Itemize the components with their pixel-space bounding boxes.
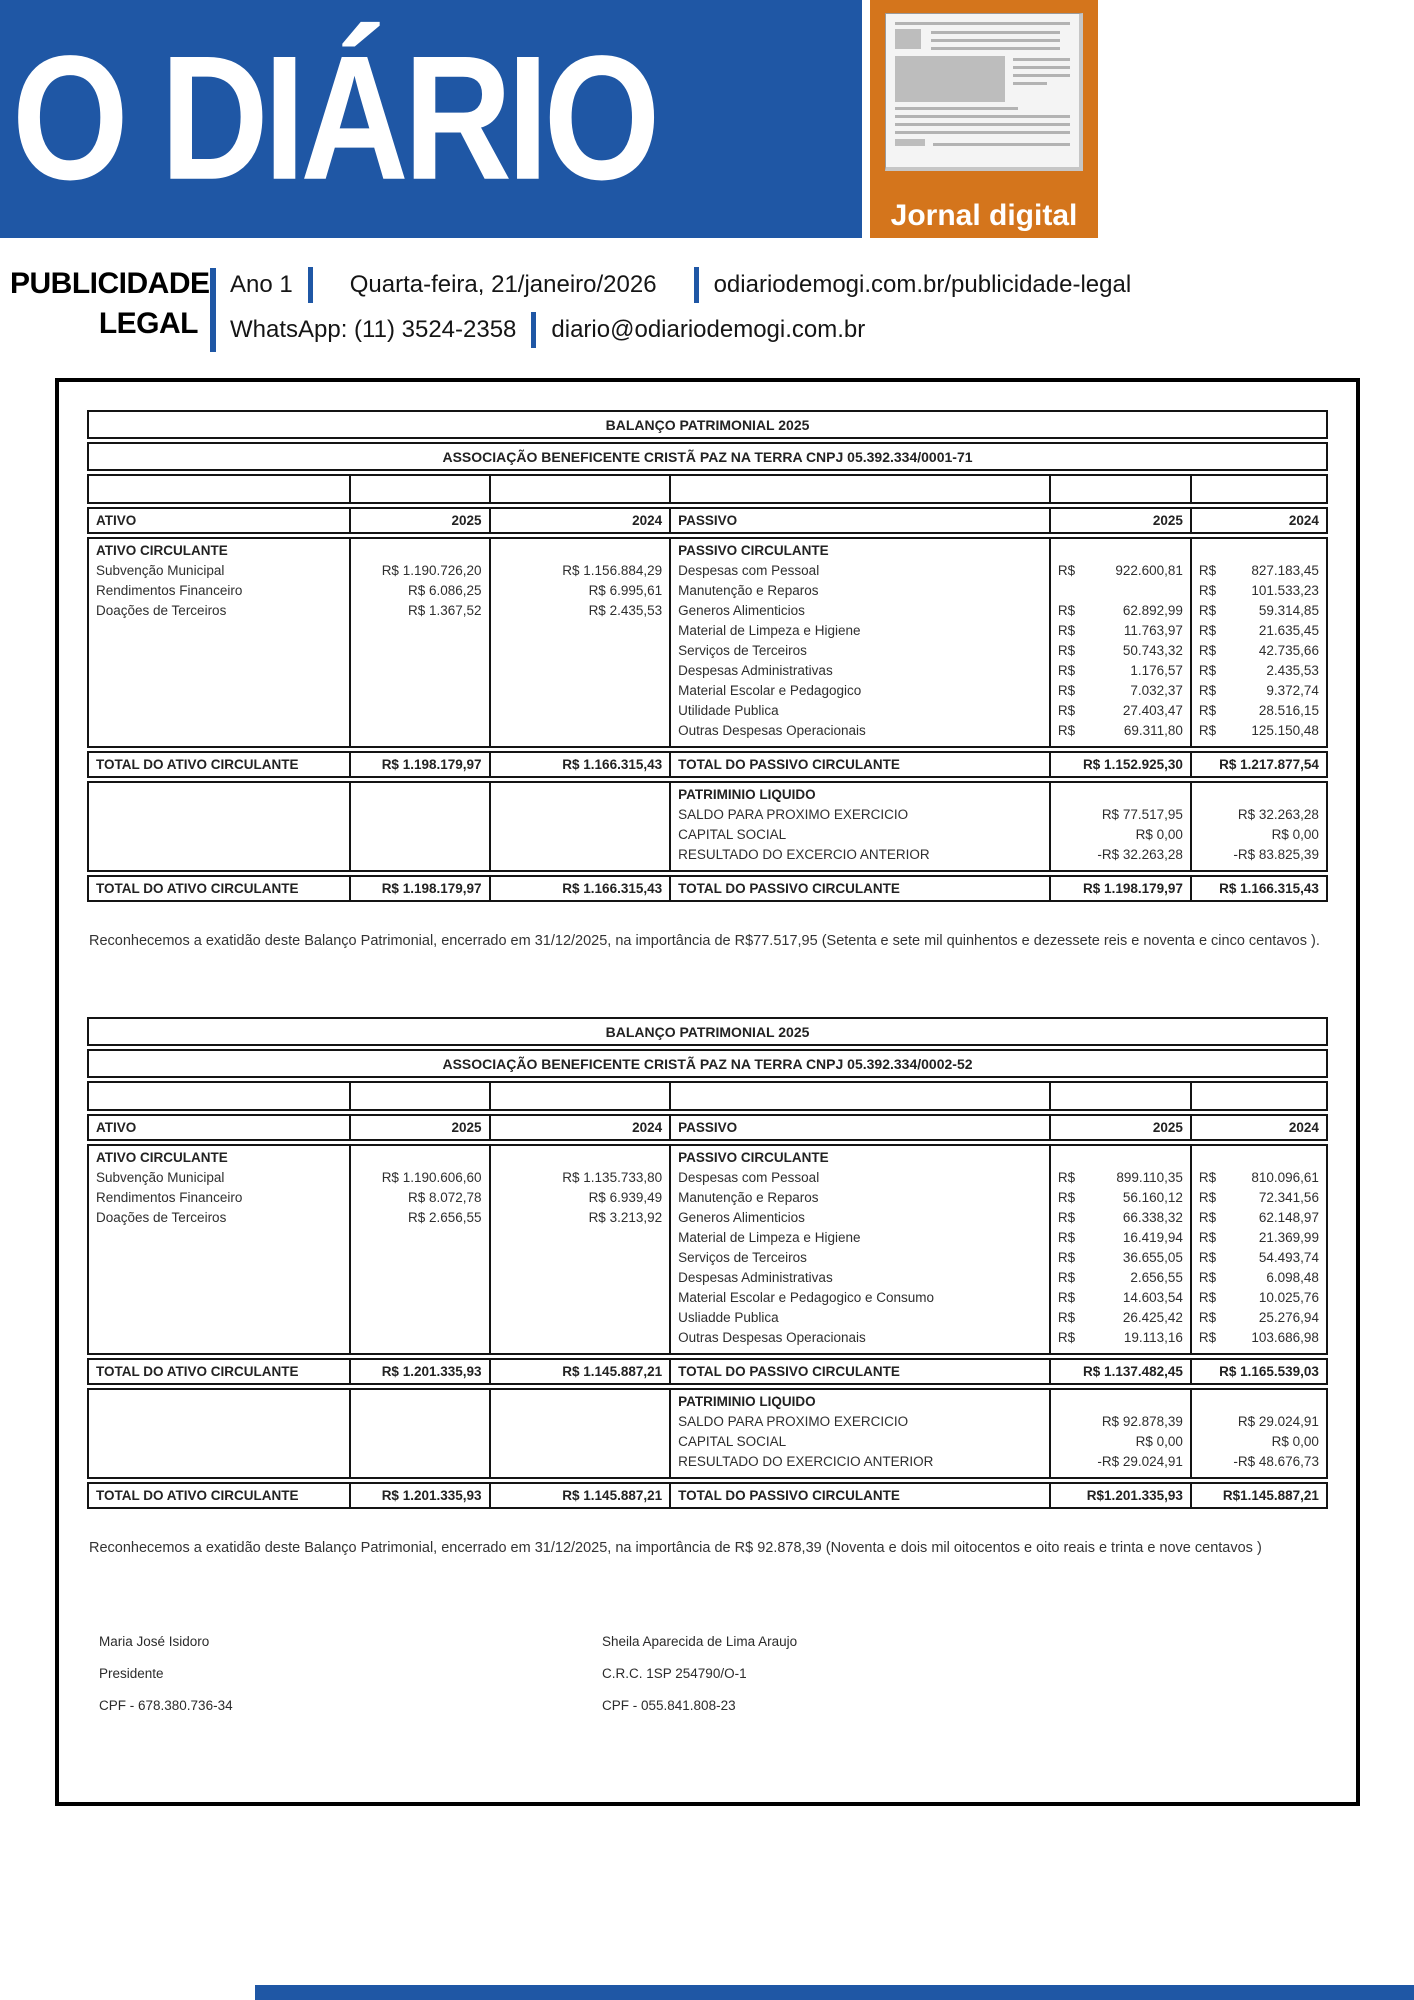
ativo-item-label: Doações de Terceiros bbox=[96, 603, 227, 618]
currency-symbol: R$ bbox=[1198, 563, 1217, 578]
passivo-2025-list bbox=[1058, 1168, 1183, 1348]
total-ativo-2025: R$ 1.198.179,97 bbox=[349, 753, 489, 776]
patrimonio-2025-cell bbox=[1049, 783, 1190, 870]
passivo-item-value-2025 bbox=[1058, 581, 1183, 601]
passivo-item-value-2024 bbox=[1199, 1228, 1319, 1248]
currency-symbol: R$ bbox=[1057, 1330, 1076, 1345]
total-ativo-2025: R$ 1.201.335,93 bbox=[349, 1360, 489, 1383]
passivo-2024-cell bbox=[1190, 539, 1326, 746]
amount: 1.176,57 bbox=[1130, 663, 1183, 678]
signer-name: Sheila Aparecida de Lima Araujo bbox=[602, 1634, 798, 1649]
final-total-ativo-2024: R$ 1.166.315,43 bbox=[489, 877, 670, 900]
table-subtitle-row bbox=[87, 442, 1328, 471]
passivo-item-value-2024 bbox=[1199, 621, 1319, 641]
passivo-item-value-2025 bbox=[1058, 721, 1183, 741]
patrimonio-item-value-2024: R$ 0,00 bbox=[1271, 827, 1319, 842]
passivo-item-value-2024 bbox=[1199, 1288, 1319, 1308]
ativo-label-list bbox=[96, 1168, 342, 1228]
total-ativo-2024: R$ 1.166.315,43 bbox=[489, 753, 670, 776]
final-total-ativo-label: TOTAL DO ATIVO CIRCULANTE bbox=[96, 1488, 299, 1503]
passivo-item-value-2025 bbox=[1058, 561, 1183, 581]
passivo-item-value-2024 bbox=[1199, 681, 1319, 701]
passivo-2024-list bbox=[1199, 1168, 1319, 1348]
balance-table bbox=[87, 410, 1328, 902]
currency-symbol: R$ bbox=[1198, 663, 1217, 678]
currency-symbol: R$ bbox=[1198, 1250, 1217, 1265]
logo-text: O DIÁRIO bbox=[12, 17, 656, 216]
passivo-item-value-2025 bbox=[1058, 1228, 1183, 1248]
passivo-item-value-2025 bbox=[1058, 661, 1183, 681]
passivo-item-label: Material de Limpeza e Higiene bbox=[678, 623, 861, 638]
passivo-labels-cell bbox=[669, 539, 1049, 746]
passivo-item-label: Generos Alimenticios bbox=[678, 603, 805, 618]
edition-info-row-1 bbox=[230, 267, 1131, 303]
patrimonio-item-value-2025: R$ 0,00 bbox=[1135, 827, 1183, 842]
currency-symbol: R$ bbox=[1057, 1270, 1076, 1285]
passivo-item-label: Outras Despesas Operacionais bbox=[678, 1330, 866, 1345]
currency-symbol: R$ bbox=[1198, 1170, 1217, 1185]
patrimonio-2024-list bbox=[1199, 805, 1319, 865]
currency-symbol: R$ bbox=[1198, 683, 1217, 698]
header-2024: 2024 bbox=[489, 1116, 670, 1139]
amount: 59.314,85 bbox=[1258, 603, 1319, 618]
currency-symbol: R$ bbox=[1198, 623, 1217, 638]
total-passivo-2025: R$ 1.152.925,30 bbox=[1049, 753, 1190, 776]
final-total-ativo-label: TOTAL DO ATIVO CIRCULANTE bbox=[96, 881, 299, 896]
passivo-item-label: Despesas Administrativas bbox=[678, 1270, 833, 1285]
patrimonio-label-list bbox=[678, 805, 1042, 865]
passivo-item-value-2024 bbox=[1199, 641, 1319, 661]
footer-strip bbox=[255, 1985, 1414, 2000]
patrimonio-2024-cell bbox=[1190, 1390, 1326, 1477]
patrimonio-row bbox=[87, 781, 1328, 872]
passivo-item-value-2024 bbox=[1199, 1308, 1319, 1328]
final-totals-row bbox=[87, 875, 1328, 902]
attestation-note: Reconhecemos a exatidão deste Balanço Patrimonial, encerrado em 31/12/2025, na importância de R$ 92.878,39 (Noventa e dois mil oitocentos e oito reais e trinta e nove centavos ) bbox=[89, 1540, 1262, 1556]
patrimonio-item-label: RESULTADO DO EXCERCIO ANTERIOR bbox=[678, 847, 930, 862]
passivo-item-label: Material Escolar e Pedagogico bbox=[678, 683, 862, 698]
spacer-row bbox=[87, 1081, 1328, 1111]
amount: 69.311,80 bbox=[1123, 723, 1183, 738]
amount: 28.516,15 bbox=[1258, 703, 1319, 718]
table-subtitle: ASSOCIAÇÃO BENEFICENTE CRISTÃ PAZ NA TERRA CNPJ 05.392.334/0001-71 bbox=[442, 449, 973, 465]
currency-symbol: R$ bbox=[1057, 663, 1076, 678]
patrimonio-item-value-2025: R$ 92.878,39 bbox=[1101, 1414, 1183, 1429]
ativo-item-value-2024: R$ 2.435,53 bbox=[588, 603, 663, 618]
amount: 2.435,53 bbox=[1266, 663, 1319, 678]
passivo-item-value-2025 bbox=[1058, 681, 1183, 701]
ativo-item-value-2025: R$ 6.086,25 bbox=[407, 583, 482, 598]
currency-symbol: R$ bbox=[1198, 583, 1217, 598]
amount: 899.110,35 bbox=[1116, 1170, 1183, 1185]
ativo-item-value-2024: R$ 6.939,49 bbox=[588, 1190, 663, 1205]
header-2025: 2025 bbox=[349, 509, 489, 532]
currency-symbol: R$ bbox=[1057, 1230, 1076, 1245]
table-title: BALANÇO PATRIMONIAL 2025 bbox=[605, 1024, 810, 1040]
ativo-2025-cell bbox=[349, 1146, 489, 1353]
amount: 36.655,05 bbox=[1122, 1250, 1183, 1265]
balance-table bbox=[87, 1017, 1328, 1509]
passivo-item-value-2024 bbox=[1199, 1248, 1319, 1268]
ativo-2024-cell bbox=[489, 1146, 670, 1353]
amount: 103.686,98 bbox=[1251, 1330, 1319, 1345]
passivo-item-label: Despesas com Pessoal bbox=[678, 1170, 820, 1185]
passivo-item-value-2024 bbox=[1199, 581, 1319, 601]
table-title-row bbox=[87, 1017, 1328, 1046]
header-passivo: PASSIVO bbox=[669, 509, 1049, 532]
signer-name: Maria José Isidoro bbox=[99, 1634, 210, 1649]
amount: 125.150,48 bbox=[1251, 723, 1319, 738]
passivo-item-label: Material Escolar e Pedagogico e Consumo bbox=[678, 1290, 935, 1305]
amount: 6.098,48 bbox=[1266, 1270, 1319, 1285]
passivo-section-title: PASSIVO CIRCULANTE bbox=[678, 1150, 829, 1165]
final-total-ativo-2024: R$ 1.145.887,21 bbox=[489, 1484, 670, 1507]
amount: 2.656,55 bbox=[1130, 1270, 1183, 1285]
signatures bbox=[87, 1626, 1328, 1722]
passivo-2025-list bbox=[1058, 561, 1183, 741]
passivo-item-value-2025 bbox=[1058, 1248, 1183, 1268]
total-ativo-2024: R$ 1.145.887,21 bbox=[489, 1360, 670, 1383]
amount: 922.600,81 bbox=[1115, 563, 1183, 578]
total-passivo-2025: R$ 1.137.482,45 bbox=[1049, 1360, 1190, 1383]
currency-symbol: R$ bbox=[1198, 1270, 1217, 1285]
final-total-ativo-2025: R$ 1.198.179,97 bbox=[349, 877, 489, 900]
ativo-label-list bbox=[96, 561, 342, 621]
final-total-passivo-label: TOTAL DO PASSIVO CIRCULANTE bbox=[669, 1484, 1049, 1507]
currency-symbol: R$ bbox=[1198, 1290, 1217, 1305]
ativo-item-label: Subvenção Municipal bbox=[96, 1170, 225, 1185]
passivo-item-value-2024 bbox=[1199, 1328, 1319, 1348]
passivo-item-value-2024 bbox=[1199, 561, 1319, 581]
edition-info-row-2 bbox=[230, 312, 1131, 348]
patrimonio-item-value-2024: -R$ 83.825,39 bbox=[1233, 847, 1319, 862]
patrimonio-item-value-2025: R$ 77.517,95 bbox=[1101, 807, 1183, 822]
edition-info bbox=[230, 264, 1131, 348]
table-subtitle-row bbox=[87, 1049, 1328, 1078]
passivo-item-value-2025 bbox=[1058, 1288, 1183, 1308]
header-2025: 2025 bbox=[1049, 509, 1190, 532]
currency-symbol: R$ bbox=[1198, 703, 1217, 718]
amount: 27.403,47 bbox=[1122, 703, 1183, 718]
amount: 9.372,74 bbox=[1266, 683, 1319, 698]
table-body-row bbox=[87, 1144, 1328, 1355]
passivo-2024-cell bbox=[1190, 1146, 1326, 1353]
ativo-item-label: Doações de Terceiros bbox=[96, 1210, 227, 1225]
passivo-item-value-2024 bbox=[1199, 1208, 1319, 1228]
amount: 21.635,45 bbox=[1258, 623, 1319, 638]
final-total-ativo-2025: R$ 1.201.335,93 bbox=[349, 1484, 489, 1507]
amount: 72.341,56 bbox=[1258, 1190, 1319, 1205]
patrimonio-labels-cell bbox=[669, 783, 1049, 870]
amount: 7.032,37 bbox=[1130, 683, 1183, 698]
header-2025: 2025 bbox=[349, 1116, 489, 1139]
currency-symbol: R$ bbox=[1057, 603, 1076, 618]
currency-symbol: R$ bbox=[1057, 563, 1076, 578]
amount: 26.425,42 bbox=[1122, 1310, 1183, 1325]
patrimonio-item-value-2025: -R$ 32.263,28 bbox=[1097, 847, 1183, 862]
passivo-item-value-2025 bbox=[1058, 1328, 1183, 1348]
currency-symbol: R$ bbox=[1057, 1210, 1076, 1225]
patrimonio-item-value-2024: R$ 0,00 bbox=[1271, 1434, 1319, 1449]
divider-bar bbox=[694, 267, 699, 303]
ativo-item-value-2024: R$ 1.156.884,29 bbox=[562, 563, 663, 578]
amount: 827.183,45 bbox=[1251, 563, 1319, 578]
currency-symbol: R$ bbox=[1057, 1290, 1076, 1305]
currency-symbol: R$ bbox=[1198, 723, 1217, 738]
edition-year: Ano 1 bbox=[230, 271, 293, 298]
currency-symbol: R$ bbox=[1198, 1230, 1217, 1245]
passivo-item-value-2024 bbox=[1199, 601, 1319, 621]
passivo-section-title: PASSIVO CIRCULANTE bbox=[678, 543, 829, 558]
ativo-section-title: ATIVO CIRCULANTE bbox=[96, 543, 228, 558]
divider-bar bbox=[531, 312, 536, 348]
currency-symbol: R$ bbox=[1198, 1310, 1217, 1325]
newspaper-logo-banner bbox=[0, 0, 862, 238]
divider-bar bbox=[308, 267, 313, 303]
passivo-2025-cell bbox=[1049, 1146, 1190, 1353]
ativo-item-value-2025: R$ 8.072,78 bbox=[407, 1190, 482, 1205]
patrimonio-item-label: CAPITAL SOCIAL bbox=[678, 827, 787, 842]
masthead bbox=[0, 0, 1414, 238]
currency-symbol: R$ bbox=[1057, 703, 1076, 718]
passivo-label-list bbox=[678, 561, 1042, 741]
header-2024: 2024 bbox=[1190, 1116, 1326, 1139]
header-2024: 2024 bbox=[489, 509, 670, 532]
currency-symbol: R$ bbox=[1198, 1210, 1217, 1225]
currency-symbol: R$ bbox=[1057, 1190, 1076, 1205]
amount: 19.113,16 bbox=[1123, 1330, 1183, 1345]
currency-symbol: R$ bbox=[1057, 1310, 1076, 1325]
digital-edition-badge bbox=[870, 0, 1098, 238]
patrimonio-row bbox=[87, 1388, 1328, 1479]
passivo-item-value-2025 bbox=[1058, 1308, 1183, 1328]
ativo-item-label: Rendimentos Financeiro bbox=[96, 583, 243, 598]
passivo-item-value-2024 bbox=[1199, 661, 1319, 681]
patrimonio-2025-list bbox=[1058, 805, 1183, 865]
passivo-item-value-2025 bbox=[1058, 701, 1183, 721]
patrimonio-item-value-2024: R$ 29.024,91 bbox=[1237, 1414, 1319, 1429]
newspaper-icon bbox=[885, 13, 1083, 171]
passivo-item-value-2025 bbox=[1058, 1208, 1183, 1228]
currency-symbol: R$ bbox=[1057, 683, 1076, 698]
amount: 42.735,66 bbox=[1258, 643, 1319, 658]
patrimonio-2025-cell bbox=[1049, 1390, 1190, 1477]
header-ativo: ATIVO bbox=[96, 513, 137, 528]
ativo-item-value-2025: R$ 1.190.606,60 bbox=[381, 1170, 482, 1185]
email-contact: diario@odiariodemogi.com.br bbox=[551, 316, 866, 343]
whatsapp-contact: WhatsApp: (11) 3524-2358 bbox=[230, 316, 517, 343]
final-total-passivo-2025: R$1.201.335,93 bbox=[1049, 1484, 1190, 1507]
passivo-2025-cell bbox=[1049, 539, 1190, 746]
table-body-row bbox=[87, 537, 1328, 748]
passivo-labels-cell bbox=[669, 1146, 1049, 1353]
passivo-item-label: Serviços de Terceiros bbox=[678, 1250, 807, 1265]
currency-symbol: R$ bbox=[1198, 1330, 1217, 1345]
table-title: BALANÇO PATRIMONIAL 2025 bbox=[605, 417, 810, 433]
final-total-passivo-label: TOTAL DO PASSIVO CIRCULANTE bbox=[669, 877, 1049, 900]
ativo-2025-list bbox=[358, 1168, 482, 1228]
patrimonio-item-value-2025: R$ 0,00 bbox=[1135, 1434, 1183, 1449]
ativo-item-value-2025: R$ 1.190.726,20 bbox=[381, 563, 482, 578]
passivo-item-label: Utilidade Publica bbox=[678, 703, 779, 718]
balance-sheet bbox=[87, 410, 1328, 955]
divider-bar bbox=[210, 268, 216, 352]
amount: 10.025,76 bbox=[1258, 1290, 1319, 1305]
ativo-section-title: ATIVO CIRCULANTE bbox=[96, 1150, 228, 1165]
ativo-2024-cell bbox=[489, 539, 670, 746]
passivo-item-value-2025 bbox=[1058, 641, 1183, 661]
amount: 14.603,54 bbox=[1122, 1290, 1183, 1305]
signer-cpf: CPF - 055.841.808-23 bbox=[602, 1698, 736, 1713]
signature-president bbox=[87, 1626, 602, 1722]
patrimonio-2025-list bbox=[1058, 1412, 1183, 1472]
total-passivo-2024: R$ 1.165.539,03 bbox=[1190, 1360, 1326, 1383]
currency-symbol: R$ bbox=[1198, 603, 1217, 618]
patrimonio-item-label: SALDO PARA PROXIMO EXERCICIO bbox=[678, 1414, 909, 1429]
signer-cpf: CPF - 678.380.736-34 bbox=[99, 1698, 233, 1713]
signature-accountant bbox=[602, 1626, 1328, 1722]
spacer-row bbox=[87, 474, 1328, 504]
edition-date: Quarta-feira, 21/janeiro/2026 bbox=[349, 271, 657, 298]
passivo-item-value-2024 bbox=[1199, 721, 1319, 741]
badge-label: Jornal digital bbox=[890, 199, 1078, 232]
final-totals-row bbox=[87, 1482, 1328, 1509]
signer-role: Presidente bbox=[99, 1666, 164, 1681]
patrimonio-item-value-2024: R$ 32.263,28 bbox=[1237, 807, 1319, 822]
patrimonio-item-label: SALDO PARA PROXIMO EXERCICIO bbox=[678, 807, 909, 822]
column-header-row bbox=[87, 507, 1328, 534]
currency-symbol: R$ bbox=[1057, 643, 1076, 658]
currency-symbol: R$ bbox=[1198, 1190, 1217, 1205]
patrimonio-item-value-2025: -R$ 29.024,91 bbox=[1097, 1454, 1183, 1469]
amount: 50.743,32 bbox=[1122, 643, 1183, 658]
amount: 56.160,12 bbox=[1122, 1190, 1183, 1205]
final-total-passivo-2025: R$ 1.198.179,97 bbox=[1049, 877, 1190, 900]
passivo-item-value-2025 bbox=[1058, 621, 1183, 641]
ativo-item-value-2024: R$ 1.135.733,80 bbox=[562, 1170, 663, 1185]
passivo-item-label: Outras Despesas Operacionais bbox=[678, 723, 866, 738]
patrimonio-item-value-2024: -R$ 48.676,73 bbox=[1233, 1454, 1319, 1469]
header-passivo: PASSIVO bbox=[669, 1116, 1049, 1139]
final-total-passivo-2024: R$1.145.887,21 bbox=[1190, 1484, 1326, 1507]
ativo-item-label: Subvenção Municipal bbox=[96, 563, 225, 578]
ativo-item-value-2025: R$ 2.656,55 bbox=[407, 1210, 482, 1225]
amount: 62.148,97 bbox=[1258, 1210, 1319, 1225]
section-title bbox=[10, 264, 210, 344]
table-subtitle: ASSOCIAÇÃO BENEFICENTE CRISTÃ PAZ NA TERRA CNPJ 05.392.334/0002-52 bbox=[442, 1056, 973, 1072]
ativo-2025-cell bbox=[349, 539, 489, 746]
patrimonio-labels-cell bbox=[669, 1390, 1049, 1477]
amount: 101.533,23 bbox=[1251, 583, 1319, 598]
ativo-item-value-2024: R$ 6.995,61 bbox=[588, 583, 663, 598]
passivo-item-value-2024 bbox=[1199, 1268, 1319, 1288]
patrimonio-item-label: CAPITAL SOCIAL bbox=[678, 1434, 787, 1449]
publication-info-bar bbox=[10, 264, 1404, 352]
patrimonio-2024-cell bbox=[1190, 783, 1326, 870]
section-title-line1: PUBLICIDADE bbox=[10, 267, 210, 300]
balance-sheet bbox=[87, 1017, 1328, 1562]
amount: 16.419,94 bbox=[1122, 1230, 1183, 1245]
passivo-2024-list bbox=[1199, 561, 1319, 741]
patrimonio-section-title: PATRIMINIO LIQUIDO bbox=[678, 787, 816, 802]
passivo-item-value-2025 bbox=[1058, 1268, 1183, 1288]
passivo-item-value-2025 bbox=[1058, 1168, 1183, 1188]
amount: 25.276,94 bbox=[1258, 1310, 1319, 1325]
currency-symbol: R$ bbox=[1057, 623, 1076, 638]
currency-symbol: R$ bbox=[1198, 643, 1217, 658]
header-2025: 2025 bbox=[1049, 1116, 1190, 1139]
passivo-item-value-2024 bbox=[1199, 1168, 1319, 1188]
amount: 810.096,61 bbox=[1251, 1170, 1319, 1185]
patrimonio-label-list bbox=[678, 1412, 1042, 1472]
currency-symbol: R$ bbox=[1057, 1170, 1076, 1185]
legal-notice-box bbox=[55, 378, 1360, 1806]
totals-row bbox=[87, 751, 1328, 778]
header-2024: 2024 bbox=[1190, 509, 1326, 532]
header-ativo: ATIVO bbox=[96, 1120, 137, 1135]
total-passivo-2024: R$ 1.217.877,54 bbox=[1190, 753, 1326, 776]
section-title-line2: LEGAL bbox=[98, 307, 198, 340]
totals-row bbox=[87, 1358, 1328, 1385]
total-ativo-label: TOTAL DO ATIVO CIRCULANTE bbox=[96, 757, 299, 772]
ativo-2024-list bbox=[498, 561, 663, 621]
passivo-label-list bbox=[678, 1168, 1042, 1348]
passivo-item-label: Manutenção e Reparos bbox=[678, 1190, 819, 1205]
signer-role: C.R.C. 1SP 254790/O-1 bbox=[602, 1666, 747, 1681]
ativo-labels-cell bbox=[89, 539, 349, 746]
amount: 54.493,74 bbox=[1258, 1250, 1319, 1265]
site-url: odiariodemogi.com.br/publicidade-legal bbox=[713, 271, 1132, 298]
currency-symbol: R$ bbox=[1057, 1250, 1076, 1265]
column-header-row bbox=[87, 1114, 1328, 1141]
passivo-item-label: Generos Alimenticios bbox=[678, 1210, 805, 1225]
amount: 21.369,99 bbox=[1258, 1230, 1319, 1245]
passivo-item-label: Material de Limpeza e Higiene bbox=[678, 1230, 861, 1245]
final-total-passivo-2024: R$ 1.166.315,43 bbox=[1190, 877, 1326, 900]
passivo-item-value-2024 bbox=[1199, 701, 1319, 721]
ativo-2024-list bbox=[498, 1168, 663, 1228]
passivo-item-label: Serviços de Terceiros bbox=[678, 643, 807, 658]
currency-symbol: R$ bbox=[1057, 723, 1076, 738]
total-passivo-label: TOTAL DO PASSIVO CIRCULANTE bbox=[669, 1360, 1049, 1383]
total-passivo-label: TOTAL DO PASSIVO CIRCULANTE bbox=[669, 753, 1049, 776]
attestation-note: Reconhecemos a exatidão deste Balanço Patrimonial, encerrado em 31/12/2025, na importância de R$77.517,95 (Setenta e sete mil quinhentos e dezessete reis e noventa e cinco centavos ). bbox=[89, 933, 1320, 949]
passivo-item-value-2024 bbox=[1199, 1188, 1319, 1208]
passivo-item-label: Usliadde Publica bbox=[678, 1310, 779, 1325]
ativo-item-value-2025: R$ 1.367,52 bbox=[407, 603, 482, 618]
table-title-row bbox=[87, 410, 1328, 439]
patrimonio-2024-list bbox=[1199, 1412, 1319, 1472]
passivo-item-label: Despesas Administrativas bbox=[678, 663, 833, 678]
patrimonio-section-title: PATRIMINIO LIQUIDO bbox=[678, 1394, 816, 1409]
balance-sheets bbox=[87, 410, 1328, 1562]
ativo-item-value-2024: R$ 3.213,92 bbox=[588, 1210, 663, 1225]
passivo-item-label: Despesas com Pessoal bbox=[678, 563, 820, 578]
passivo-item-label: Manutenção e Reparos bbox=[678, 583, 819, 598]
patrimonio-item-label: RESULTADO DO EXERCICIO ANTERIOR bbox=[678, 1454, 934, 1469]
passivo-item-value-2025 bbox=[1058, 1188, 1183, 1208]
amount: 11.763,97 bbox=[1123, 623, 1183, 638]
ativo-labels-cell bbox=[89, 1146, 349, 1353]
amount: 66.338,32 bbox=[1122, 1210, 1183, 1225]
passivo-item-value-2025 bbox=[1058, 601, 1183, 621]
ativo-2025-list bbox=[358, 561, 482, 621]
amount: 62.892,99 bbox=[1122, 603, 1183, 618]
total-ativo-label: TOTAL DO ATIVO CIRCULANTE bbox=[96, 1364, 299, 1379]
ativo-item-label: Rendimentos Financeiro bbox=[96, 1190, 243, 1205]
